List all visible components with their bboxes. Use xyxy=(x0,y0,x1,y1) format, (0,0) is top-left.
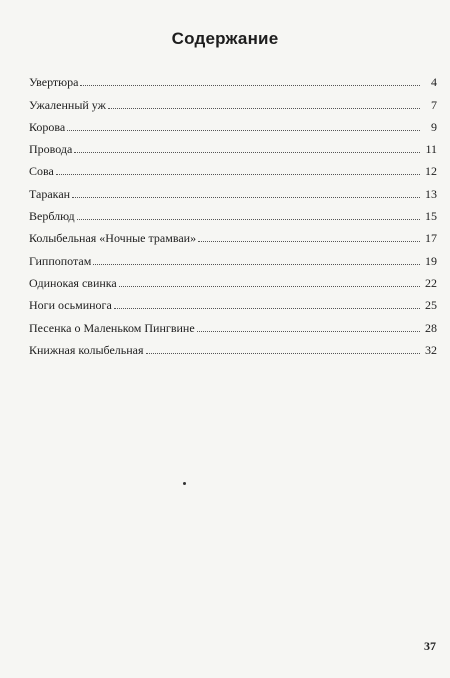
toc-entry-title: Книжная колыбельная xyxy=(29,342,144,357)
dot-leader xyxy=(146,353,420,354)
toc-entry xyxy=(29,290,437,312)
dot-leader xyxy=(72,197,420,198)
dot-leader xyxy=(114,308,420,309)
toc-entry-page: 9 xyxy=(431,119,437,134)
page-title: Содержание xyxy=(171,29,279,48)
toc-entry xyxy=(29,223,437,245)
toc-entry-title: Песенка о Маленьком Пингвине xyxy=(29,320,195,335)
toc-entry-page: 4 xyxy=(431,75,437,90)
toc-entry-page: 13 xyxy=(425,186,437,201)
dot-leader xyxy=(108,108,420,109)
toc-entry-page: 12 xyxy=(425,164,437,179)
page-number: 37 xyxy=(424,639,436,653)
toc-entry-page: 28 xyxy=(425,320,437,335)
toc-entry-title: Таракан xyxy=(29,186,71,201)
dot-leader xyxy=(119,286,420,287)
toc-entry xyxy=(29,268,437,290)
dot-leader xyxy=(197,331,420,332)
toc-entry xyxy=(29,112,437,134)
toc-entry-title: Ноги осьминога xyxy=(29,298,112,313)
toc-entry-title: Колыбельная «Ночные трамваи» xyxy=(29,231,197,246)
dot-leader xyxy=(80,85,420,86)
toc-entry xyxy=(29,89,437,111)
table-of-contents xyxy=(29,67,437,357)
toc-entry-page: 11 xyxy=(425,142,437,157)
toc-entry-title: Верблюд xyxy=(29,209,75,224)
toc-entry xyxy=(29,67,437,89)
toc-entry-title: Одинокая свинка xyxy=(29,275,117,290)
toc-entry-page: 7 xyxy=(431,97,437,112)
toc-entry-page: 19 xyxy=(425,253,437,268)
dot-leader xyxy=(77,219,420,220)
dot-leader xyxy=(67,130,420,131)
toc-entry xyxy=(29,201,437,223)
toc-entry-title: Провода xyxy=(29,142,73,157)
toc-entry-page: 25 xyxy=(425,298,437,313)
toc-entry-title: Увертюра xyxy=(29,75,79,90)
toc-entry xyxy=(29,335,437,357)
toc-entry-page: 22 xyxy=(425,275,437,290)
toc-entry xyxy=(29,178,437,200)
dot-leader xyxy=(74,152,420,153)
toc-entry-title: Ужаленный уж xyxy=(29,97,106,112)
toc-entry-title: Сова xyxy=(29,164,54,179)
toc-entry xyxy=(29,312,437,334)
toc-entry-title: Корова xyxy=(29,119,66,134)
toc-entry-page: 15 xyxy=(425,209,437,224)
print-dot-mark xyxy=(183,482,186,485)
toc-entry-title: Гиппопотам xyxy=(29,253,92,268)
dot-leader xyxy=(198,241,420,242)
toc-entry xyxy=(29,245,437,267)
dot-leader xyxy=(93,264,420,265)
toc-entry xyxy=(29,156,437,178)
toc-entry-page: 17 xyxy=(425,231,437,246)
dot-leader xyxy=(56,174,420,175)
toc-entry-page: 32 xyxy=(425,342,437,357)
toc-entry xyxy=(29,134,437,156)
